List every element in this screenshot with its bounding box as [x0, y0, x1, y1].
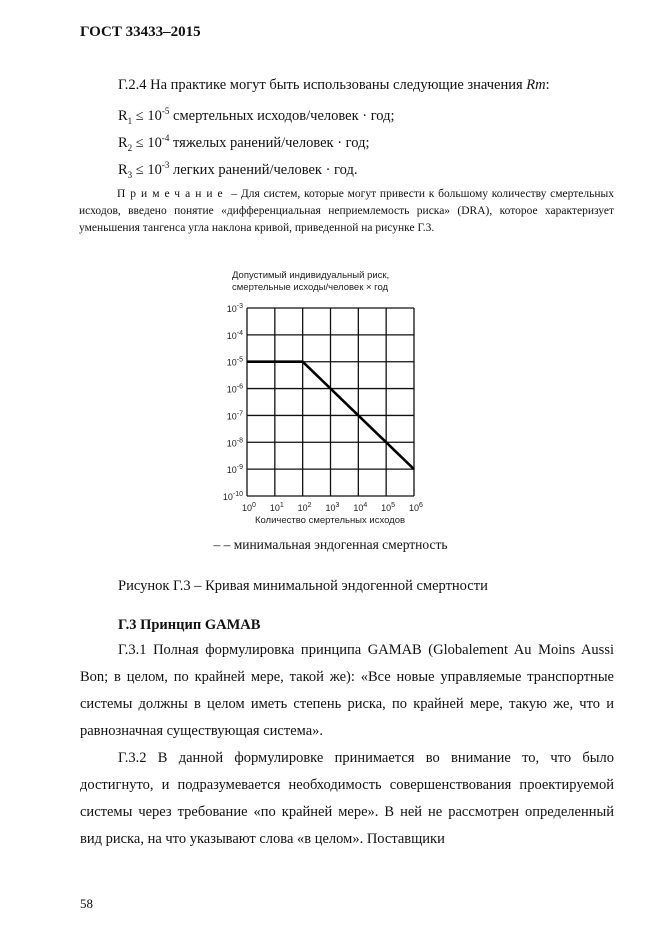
chart-y-ticks: [223, 303, 243, 502]
x-tick-label: $10^0$: [242, 502, 256, 513]
x-tick-label: $10^6$: [409, 502, 423, 513]
r1-index: 1: [127, 115, 133, 126]
figure-legend: – – минимальная эндогенная смертность: [213, 537, 448, 552]
r2-text: тяжелых ранений/человек · год;: [169, 135, 370, 151]
paragraph-g31: Г.3.1 Полная формулировка принципа GAMAB (Globalement Au Moins Aussi Bon; в целом, по крайней мере, такой же): «Все новые управляемые транспортные системы должны в целом иметь степень риска, по крайней мере, такую же, что и равнозначная существующая система».: [80, 642, 614, 739]
figure-caption: Рисунок Г.3 – Кривая минимальной эндогенной смертности: [118, 578, 488, 594]
r2-base: ≤ 10: [132, 135, 162, 151]
r2-line: [118, 130, 370, 156]
r3-line: [118, 157, 357, 183]
x-tick-label: $10^4$: [353, 502, 368, 513]
page-number: 58: [80, 896, 93, 911]
r1-base: ≤ 10: [132, 108, 162, 124]
chart-grid: [247, 308, 414, 496]
g24-intro-var: Rm: [526, 77, 546, 93]
note-label: Примечание: [117, 188, 228, 200]
x-tick-label: $10^1$: [269, 502, 284, 513]
r1-line: [118, 103, 395, 129]
paragraph-g32: Г.3.2 В данной формулировке принимается во внимание то, что было достигнуто, и подразумевается необходимость совершенствования проектируемой системы через требование «по крайней мере». В ней не рассмотрен определенный вид риска, на что указывают слова «в целом». Поставщики: [80, 750, 614, 847]
r1-text: смертельных исходов/человек · год;: [169, 108, 395, 124]
section-heading: Г.3 Принцип GAMAB: [118, 617, 261, 633]
chart-x-ticks: [242, 502, 423, 513]
r3-text: легких ранений/человек · год.: [169, 162, 358, 178]
r2-index: 2: [127, 142, 133, 153]
y-tick-label: $10^{-3}$: [226, 303, 243, 314]
note-text: – Для систем, которые могут привести к большому количеству смертельных исходов, введено понятие «дифференциальная неприемлемость риска» (DRA), которое характеризует уменьшения тангенса угла наклона кривой, приведенной на рисунке Г.3.: [79, 188, 614, 234]
r1-label: R: [118, 108, 128, 124]
y-tick-label: $10^{-6}$: [226, 383, 243, 395]
r2-exp: -4: [161, 133, 170, 144]
g24-intro-text: Г.2.4 На практике могут быть использованы следующие значения: [118, 77, 527, 93]
y-tick-label: $10^{-8}$: [226, 437, 243, 449]
g24-intro-colon: :: [545, 77, 550, 93]
r3-label: R: [118, 162, 128, 178]
r3-index: 3: [127, 169, 133, 180]
chart-ylabel-line2: смертельные исходы/человек × год: [232, 282, 389, 293]
y-tick-label: $10^{-7}$: [226, 410, 243, 422]
x-tick-label: $10^2$: [297, 502, 312, 513]
y-tick-label: $10^{-4}$: [226, 329, 243, 341]
x-tick-label: $10^3$: [325, 502, 340, 513]
chart-xlabel: Количество смертельных исходов: [254, 515, 406, 526]
g24-intro: [118, 72, 550, 98]
r1-exp: -5: [161, 106, 170, 117]
y-tick-label: $10^{-10}$: [222, 491, 243, 502]
chart-ylabel-line1: Допустимый индивидуальный риск,: [232, 270, 390, 281]
risk-chart: [210, 268, 450, 528]
document-header: ГОСТ 33433–2015: [80, 24, 201, 40]
x-tick-label: $10^5$: [381, 502, 396, 513]
y-tick-label: $10^{-5}$: [226, 356, 243, 368]
r3-base: ≤ 10: [132, 162, 162, 178]
y-tick-label: $10^{-9}$: [226, 464, 243, 476]
r2-label: R: [118, 135, 128, 151]
note: [79, 186, 614, 237]
r3-exp: -3: [161, 160, 170, 171]
